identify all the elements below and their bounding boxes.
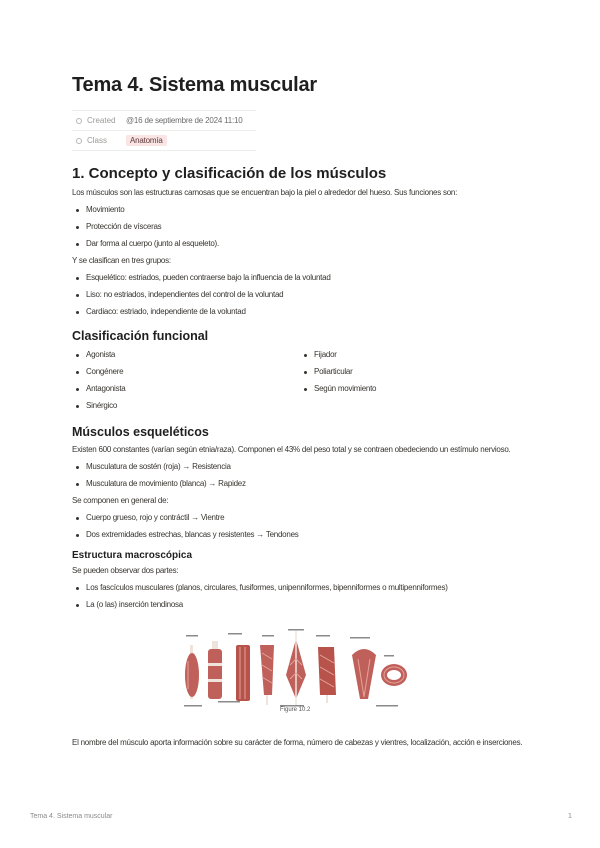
functions-list	[72, 204, 528, 250]
list-item: Protección de vísceras	[72, 221, 528, 233]
property-class	[72, 131, 256, 151]
flat-muscle-shape	[236, 645, 250, 701]
fusiform-muscle-shape	[185, 645, 199, 699]
functional-columns	[72, 344, 528, 412]
list-item: Dar forma al cuerpo (junto al esqueleto).	[72, 238, 528, 250]
list-item: Poliarticular	[300, 366, 528, 378]
class-tag[interactable]: Anatomía	[126, 135, 167, 146]
list-item: Musculatura de movimiento (blanca) → Rapidez	[72, 478, 528, 490]
groups-intro: Y se clasifican en tres grupos:	[72, 256, 171, 265]
list-item: Liso: no estriados, independientes del control de la voluntad	[72, 289, 528, 301]
list-item: Según movimiento	[300, 383, 528, 395]
muscle-shapes-figure	[182, 625, 410, 719]
groups-list	[72, 272, 528, 318]
list-item: Musculatura de sostén (roja) → Resistencia	[72, 461, 528, 473]
section-heading-esqueleticos: Músculos esqueléticos	[72, 425, 209, 439]
functional-list-right	[300, 344, 528, 412]
bipennate-muscle-shape	[286, 631, 306, 705]
strap-muscle-shape	[208, 641, 222, 699]
list-item: Fijador	[300, 349, 528, 361]
list-item: Cuerpo grueso, rojo y contráctil → Vientre	[72, 512, 528, 524]
section-heading-funcional: Clasificación funcional	[72, 329, 209, 343]
section-heading-macroscopica: Estructura macroscópica	[72, 550, 193, 561]
footer-title: Tema 4. Sistema muscular	[30, 813, 113, 820]
list-item: Los fascículos musculares (planos, circulares, fusiformes, unipenniformes, bipenniformes o multipenniformes)	[72, 582, 528, 594]
functional-list-left	[72, 344, 300, 412]
property-value: @16 de septiembre de 2024 11:10	[126, 116, 243, 125]
page-content	[72, 72, 528, 749]
list-item: La (o las) inserción tendinosa	[72, 599, 528, 611]
page-number: 1	[568, 813, 572, 820]
figure-caption: Figure 10.2	[280, 707, 311, 713]
skeletal-intro: Existen 600 constantes (varían según etnia/raza). Componen el 43% del peso total y se contraen obedeciendo un estímulo nervioso.	[72, 445, 511, 454]
macro-intro: Se pueden observar dos partes:	[72, 566, 179, 575]
skeletal-types-list	[72, 461, 528, 490]
convergent-muscle-shape	[352, 649, 376, 699]
list-item: Dos extremidades estrechas, blancas y resistentes → Tendones	[72, 529, 528, 541]
closing-paragraph: El nombre del músculo aporta información sobre su carácter de forma, número de cabezas y vientres, localización, acción e inserciones.	[72, 738, 523, 747]
list-item: Cardiaco: estriado, independiente de la voluntad	[72, 306, 528, 318]
property-key: Class	[87, 136, 108, 145]
list-icon	[76, 138, 82, 144]
list-item: Congénere	[72, 366, 300, 378]
skeletal-parts-list	[72, 512, 528, 541]
property-key: Created	[87, 116, 116, 125]
section-heading-concepto: 1. Concepto y clasificación de los músculos	[72, 165, 387, 182]
composed-intro: Se componen en general de:	[72, 496, 169, 505]
list-item: Antagonista	[72, 383, 300, 395]
unipennate-muscle-shape	[260, 645, 274, 705]
macro-parts-list	[72, 582, 528, 611]
multipennate-muscle-shape	[318, 647, 336, 703]
muscle-shapes-illustration	[182, 625, 410, 719]
intro-paragraph: Los músculos son las estructuras carnosas que se encuentran bajo la piel o alrededor del hueso. Sus funciones son:	[72, 188, 458, 197]
list-item: Agonista	[72, 349, 300, 361]
circular-muscle-shape	[381, 664, 407, 686]
list-item: Movimiento	[72, 204, 528, 216]
clock-icon	[76, 118, 82, 124]
list-item: Esquelético: estriados, pueden contraerse bajo la influencia de la voluntad	[72, 272, 528, 284]
list-item: Sinérgico	[72, 400, 300, 412]
page-title: Tema 4. Sistema muscular	[72, 74, 317, 96]
property-created	[72, 111, 256, 131]
properties-table	[72, 110, 256, 151]
